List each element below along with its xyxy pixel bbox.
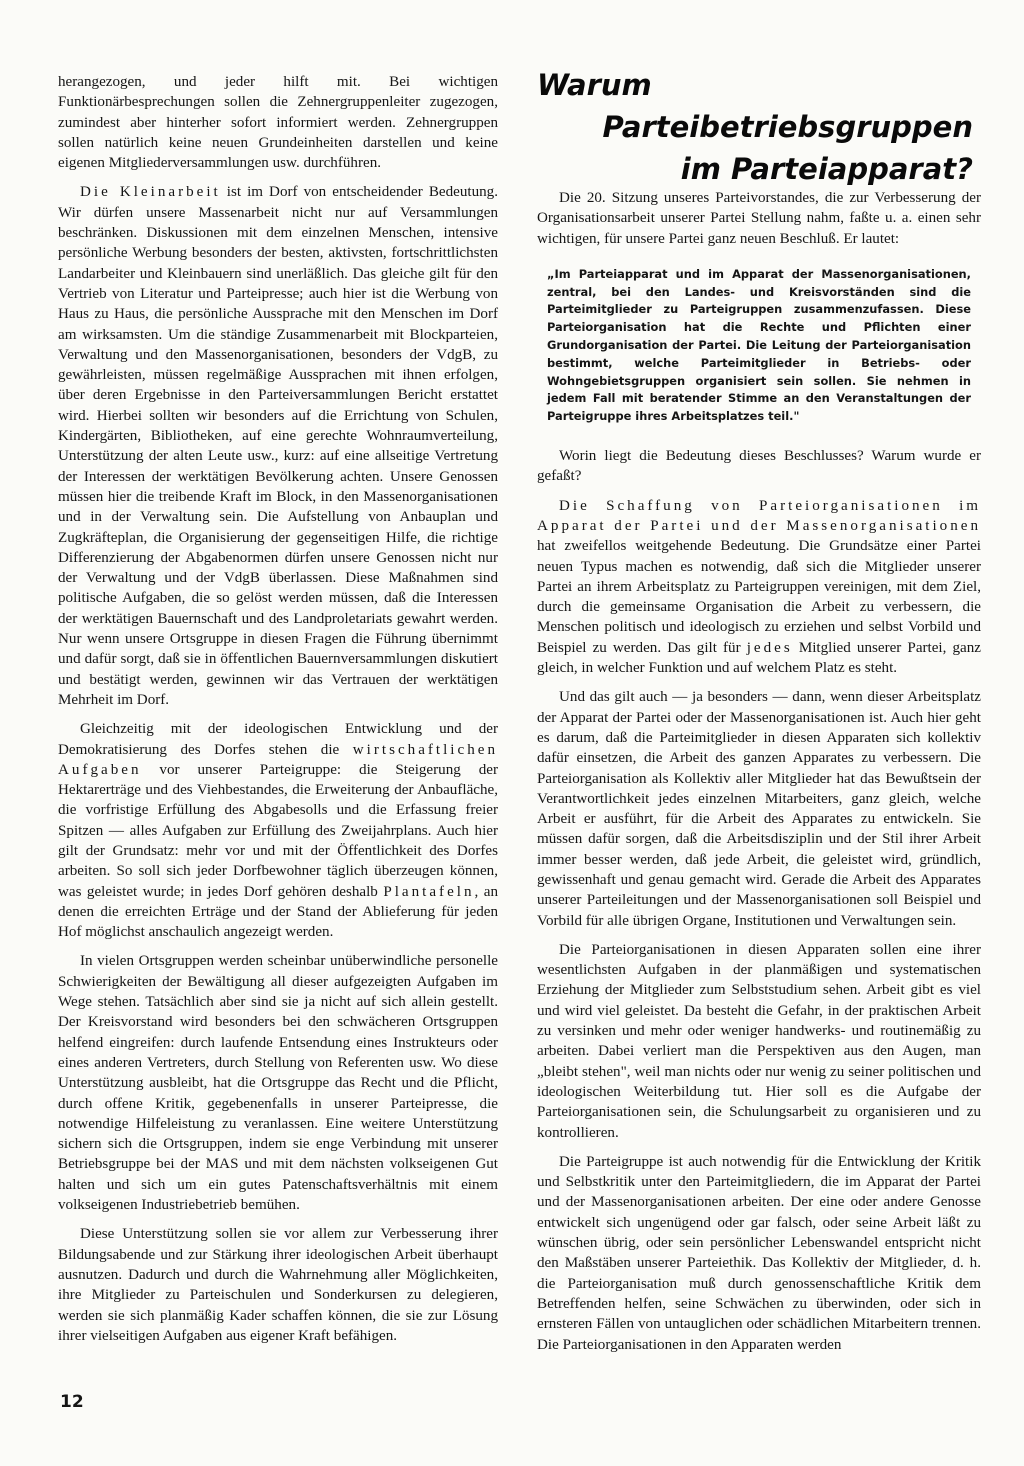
paragraph-text: hat zweifellos weitgehende Bedeutung. Die Grundsätze einer Partei neuen Typus machen es notwendig, daß sich die Mitglieder unserer Partei an ihrem Arbeitsplatz zu Parteigruppen vereinigen, mit dem Ziel, durch die gemeinsame Organisation die Arbeit zu verbessern, die Menschen politisch und ideologisch zu erziehen und selbst Vorbild und Beispiel zu werden. Das gilt für — [537, 538, 981, 656]
paragraph-text: Gleichzeitig mit der ideologischen Entwicklung und der Demokratisierung des Dorfes stehen die — [58, 721, 498, 758]
paragraph-text: Mitglied unserer Partei, ganz gleich, in welcher Funktion und auf welchem Platz es steht. — [537, 639, 981, 677]
right-paragraph-2: Worin liegt die Bedeutung dieses Beschlusses? Warum wurde er gefaßt? — [537, 448, 981, 485]
left-paragraph-3 — [58, 719, 498, 942]
right-paragraph-3 — [537, 496, 981, 679]
left-column — [58, 72, 498, 1355]
right-paragraph-5: Die Parteiorganisationen in diesen Apparaten sollen eine ihrer wesentlichsten Aufgaben in der planmäßigen und systematischen Erziehung der Mitglieder zum Selbststudium sehen. Arbeit gibt es viel und wird viel geleistet. Da besteht die Gefahr, in der praktischen Arbeit zu versinken und mehr oder weniger handwerks- und routinemäßig zu arbeiten. Dabei verliert man die Perspektiven aus den Augen, man „bleibt stehen", weil man nichts oder nur wenig zu seiner politischen und ideologischen Weiterbildung tut. Hier soll es die Aufgabe der Parteiorganisationen sein, die Schulungsarbeit zu organisieren und zu kontrollieren. — [537, 941, 981, 1141]
left-paragraph-4: In vielen Ortsgruppen werden scheinbar unüberwindliche personelle Schwierigkeiten der Bewältigung all dieser aufgezeigten Aufgaben im Wege stehen. Tatsächlich aber sind sie ja nicht auf sich allein gestellt. Der Kreisvorstand wird besonders bei den schwächeren Ortsgruppen helfend eingreifen: durch laufende Entsendung eines Instrukteurs oder eines anderen Vertreters, durch Stellung von Referenten usw. Wo diese Unterstützung ausbleibt, hat die Ortsgruppe das Recht und die Pflicht, durch offene Kritik, gegebenenfalls in unserer Parteipresse, die notwendige Hilfeleistung zu veranlassen. Eine weitere Unterstützung sichern sich die Ortsgruppen, indem sie enge Verbindung mit unserer Betriebsgruppe bei der MAS und mit dem nächsten volkseigenen Gut halten und sich um ein gutes Patenschaftsverhältnis mit einem volkseigenen Industriebetrieb bemühen. — [58, 953, 498, 1214]
left-paragraph-1: herangezogen, und jeder hilft mit. Bei wichtigen Funktionärbesprechungen sollen die Zehnergruppenleiter zugezogen, zumindest aber hinterher sofort informiert werden. Zehnergruppen sollen natürlich keine neuen Grundeinheiten darstellen und keine eigenen Mitgliederversammlungen usw. durchführen. — [58, 74, 498, 172]
spaced-emphasis: Plantafeln — [383, 883, 475, 900]
article-headline — [537, 64, 981, 190]
paragraph-text: , an denen die erreichten Erträge und der Stand der Ablieferung für jeden Hof möglichst anschaulich angezeigt werden. — [58, 883, 498, 941]
right-column — [537, 188, 981, 1364]
spaced-emphasis: jedes — [746, 639, 793, 656]
headline-line-2: Parteibetriebsgruppen — [602, 110, 973, 144]
left-paragraph-5: Diese Unterstützung sollen sie vor allem zur Verbesserung ihrer Bildungsabende und zur Stärkung ihrer ideologischen Arbeit überhaupt ausnutzen. Dadurch und durch die Wahrnehmung aller Möglichkeiten, ihre Mitglieder zu Parteischulen und Sonderkursen zu delegieren, werden sie sich planmäßig Kader schaffen können, die sie zur Lösung ihrer vielseitigen Aufgaben aus eigener Kraft befähigen. — [58, 1226, 498, 1344]
right-paragraph-6: Die Parteigruppe ist auch notwendig für die Entwicklung der Kritik und Selbstkritik unter den Parteimitgliedern, die im Apparat der Partei und der Massenorganisationen arbeiten. Der eine oder andere Genosse entwickelt sich ungenügend oder gar falsch, oder seine Arbeit läßt zu wünschen übrig, oder sein persönlicher Lebenswandel entspricht nicht den Maßstäben unserer Parteiethik. Das Kollektiv der Mitglieder, d. h. die Parteiorganisation muß durch genossenschaftliche Kritik dem Betreffenden helfen, seine Schwächen zu überwinden, oder sich in ernsteren Fällen von untauglichen oder schädlichen Mitarbeitern trennen. Die Parteiorganisationen in den Apparaten werden — [537, 1153, 981, 1353]
resolution-quote — [537, 258, 981, 434]
headline-line-3: im Parteiapparat? — [680, 152, 973, 186]
right-paragraph-1: Die 20. Sitzung unseres Parteivorstandes, die zur Verbesserung der Organisationsarbeit unserer Partei Stellung nahm, faßte u. a. einen sehr wichtigen, für unsere Partei ganz neuen Beschluß. Er lautet: — [537, 190, 981, 247]
left-paragraph-2 — [58, 182, 498, 710]
spaced-emphasis: Die Kleinarbeit — [80, 184, 221, 201]
right-paragraph-4: Und das gilt auch — ja besonders — dann, wenn dieser Arbeitsplatz der Apparat der Partei oder der Massenorganisationen ist. Auch hier geht es darum, daß die Parteimitglieder in diesen Apparaten sich kollektiv dafür einsetzen, die Arbeit des ganzen Apparates zu verbessern. Die Parteiorganisation als Kollektiv aller Mitglieder hat das Bewußtsein der Verantwortlichkeit jedes einzelnen Mitarbeiters, ganz gleich, welche Arbeit er ausführt, für die Arbeit des Apparates zu entwickeln. Sie müssen dafür sorgen, daß die Arbeitsdisziplin und der Stil ihrer Arbeit immer besser werden, daß jede Arbeit, die geleistet wird, gründlich, gewissenhaft und genau gemacht wird. Gerade die Arbeit des Apparates unserer Parteileitungen und der Massenorganisationen soll Beispiel und Vorbild für alle übrigen Organe, Institutionen und Verwaltungen sein. — [537, 689, 981, 929]
paragraph-text: ist im Dorf von entscheidender Bedeutung. Wir dürfen unsere Massenarbeit nicht nur auf Versammlungen beschränken. Diskussionen mit dem einzelnen Menschen, intensive persönliche Werbung besonders der besten, aktivsten, fortschrittlichsten Landarbeiter und Kleinbauern sind unerläßlich. Das gleiche gilt für den Vertrieb von Literatur und Parteipresse; auch hier ist die Werbung von Haus zu Haus, die persönliche Aussprache mit den Menschen im Dorf am wirksamsten. Um die ständige Zusammenarbeit mit Blockparteien, Verwaltung und den Massenorganisationen, besonders der VdgB, zu gewährleisten, müssen regelmäßige Aussprachen mit ihnen erfolgen, über deren Ergebnisse in den Parteiversammlungen Bericht erstattet wird. Hierbei sollten wir besonders auf die Errichtung von Schulen, Kindergärten, Bibliotheken, auf eine gerechte Wohnraumverteilung, Unterstützung der alten Leute usw., kurz: auf eine allseitige Vertretung der Interessen der werktätigen Bevölkerung achten. Unsere Genossen müssen hier die treibende Kraft im Block, in den Massenorganisationen und in der Verwaltung sein. Die Aufstellung von Anbauplan und Zugkräfteplan, die Organisierung der gegenseitigen Hilfe, die richtige Differenzierung der Abgabenormen dürfen unsere Genossen nicht nur der Verwaltung und der VdgB überlassen. Diese Maßnahmen sind politische Aufgaben, die so gelöst werden müssen, daß die Interessen der werktätigen Bauernschaft und des Landproletariats gewahrt werden. Nur wenn unsere Ortsgruppe in diesen Fragen die Führung übernimmt und dafür sorgt, daß sie in öffentlichen Bauernversammlungen diskutiert und bestätigt werden, gewinnen wir das Vertrauen der werktätigen Mehrheit im Dorf. — [58, 184, 498, 708]
paragraph-text: vor unserer Parteigruppe: die Steigerung der Hektarerträge und des Viehbestandes, die Erweiterung der Anbaufläche, die vorfristige Erfüllung des Abgabesolls und die Erfassung freier Spitzen — alles Aufgaben zur Erfüllung des Zweijahrplans. Auch hier gilt der Grundsatz: mehr vor und mit der Öffentlichkeit des Dorfes arbeiten. So soll sich jeder Dorfbewohner täglich überzeugen können, was geleistet wurde; in jedes Dorf gehören deshalb — [58, 761, 498, 900]
spaced-emphasis: Die Schaffung von Parteiorganisationen im Apparat der Partei und der Massenorganisationen — [537, 497, 981, 534]
headline-line-1: Warum — [537, 68, 652, 102]
spaced-emphasis: wirtschaftlichen Aufgaben — [58, 741, 498, 778]
page-number: 12 — [60, 1392, 84, 1412]
quote-text: „Im Parteiapparat und im Apparat der Massenorganisationen, zentral, bei den Landes- und Kreisvorständen sind die Parteimitglieder zu Parteigruppen zusammenzufassen. Diese Parteiorganisation hat die Rechte und Pflichten einer Grundorganisation der Partei. Die Leitung der Parteiorganisation bestimmt, welche Parteimitglieder in Betriebs- oder Wohngebietsgruppen organisiert sein sollen. Sie nehmen in jedem Fall mit beratender Stimme an den Veranstaltungen der Parteigruppe ihres Arbeitsplatzes teil." — [547, 266, 971, 424]
